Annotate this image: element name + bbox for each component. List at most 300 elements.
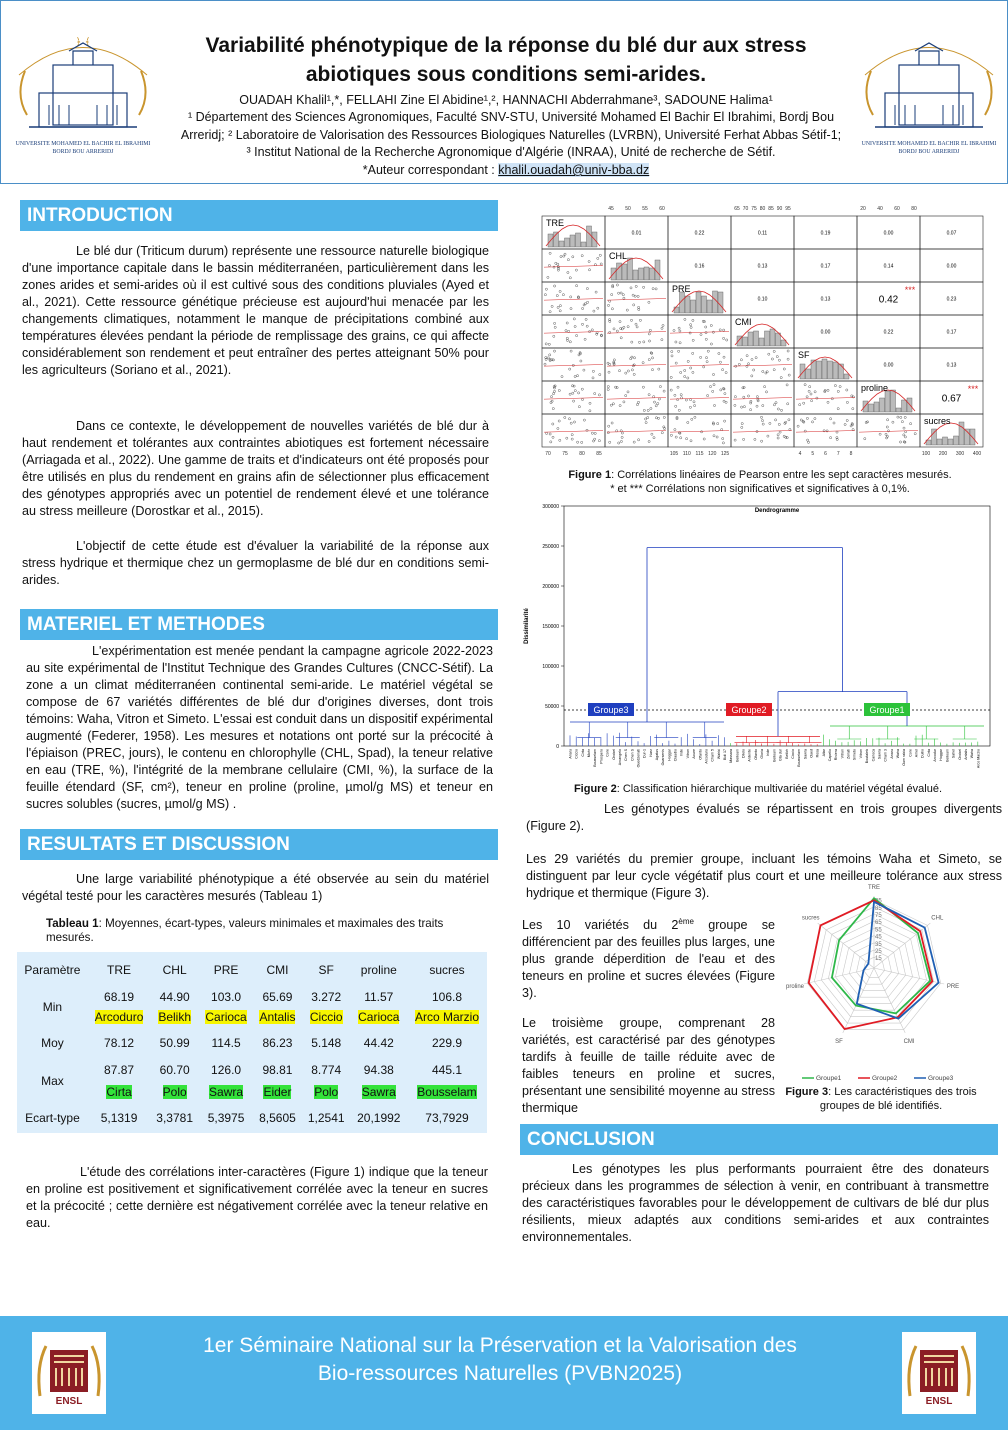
radar-tick-label: 75 [875,913,882,919]
university-logo-left [9,15,157,163]
top-tick-label: 40 [877,206,883,212]
histogram-bar [633,270,638,280]
radar-axis-label: CMI [903,1039,915,1045]
table-row-max-names [17,1081,487,1103]
correlation-value: 0.00 [883,362,894,369]
histogram-bar [685,296,690,313]
bottom-tick-label: 85 [596,451,602,457]
correlation-value: 0.22 [694,230,705,237]
table-row-min-names [17,1007,487,1027]
histogram-bar [902,400,907,412]
max-variety-name: Sawra [209,1085,244,1099]
figure-2-dendrogram [520,500,996,782]
radar-series-groupe2 [809,900,933,1029]
leaf-label: Hoggar [939,749,944,761]
top-tick-label: 60 [659,206,665,212]
variable-label: PRE [672,284,691,294]
radar-tick-label: 65 [875,920,882,927]
bottom-tick-label: 200 [938,451,948,457]
leaf-label: Bidi 17 [723,749,727,760]
leaf-label: Beliouni [945,749,950,762]
radar-axis-label: proline [785,984,805,990]
min-variety-name: Arco Marzio [414,1010,479,1024]
correlation-value: 0.67 [941,393,962,405]
radar-axis-label: sucres [801,915,820,922]
bottom-tick-label: 400 [972,451,982,457]
leaf-label: Cirta [580,749,585,757]
correlation-value: 0.42 [878,294,899,306]
bottom-tick-label: 115 [695,451,704,457]
groups-paragraph-4: Le troisième groupe, comprenant 28 variétés, est caractérisé par des génotypes tardifs à feuille de taille réduite avec de faibles teneurs en proline et sucres, présentant une sensibilité moyenne au stress thermique [522,1016,775,1115]
table-cell: 5,3975 [207,1111,245,1125]
correlation-value: 0.17 [946,329,957,336]
figure-3-radar-chart [776,880,996,1084]
leaf-label: Anaru [889,749,894,759]
bottom-tick-label: 6 [824,451,827,457]
conference-title-line-1: 1er Séminaire National sur la Préservation et la Valorisation des [203,1334,797,1357]
variable-label: CHL [609,251,628,261]
correlation-value: 0.13 [757,263,768,270]
histogram-bar [880,398,885,412]
table-1 [17,952,487,1133]
histogram-bar [570,235,575,247]
max-variety-name: Bousselam [417,1085,477,1099]
leaf-label: Simeto [852,749,857,761]
leaf-label: Anaru [568,749,573,759]
table-cell: 50.99 [159,1036,190,1050]
table-row-min [17,987,487,1007]
top-tick-label: 80 [759,206,766,212]
top-tick-label: 85 [768,206,774,212]
table-cell: 445.1 [431,1063,462,1077]
y-tick-label: 0 [556,744,559,750]
leaf-label: Ouarsenis [661,749,666,766]
affiliations [161,109,861,162]
significance-mark: *** [904,285,916,295]
section-heading-introduction: INTRODUCTION [20,200,498,231]
leaf-label: Altar [821,749,826,757]
leaf-label: Dilelo [741,749,746,758]
poster-title [161,31,851,89]
variable-label: CMI [735,317,752,327]
table-cell: 44.42 [363,1036,394,1050]
table-cell: 5,1319 [100,1111,138,1125]
table-header-cell: Paramètre [24,962,81,977]
leaf-label: Orobel [957,749,962,760]
histogram-bar [644,267,649,280]
ensl-logo-left [32,1332,106,1414]
radar-tick-label: 55 [875,927,882,934]
histogram-bar [828,361,833,379]
leaf-label: Claudio [673,749,678,762]
variable-label: TRE [546,218,564,228]
table-cell: 3,3781 [156,1111,193,1125]
histogram-bar [822,359,827,379]
bottom-tick-label: 4 [798,451,802,457]
leaf-label: Carioca [871,749,876,762]
leaf-label: Arcoduro [704,749,709,764]
title-line-1: Variabilité phénotypique de la réponse du blé dur aux stress [205,34,807,57]
leaf-label: Aoure [692,749,697,759]
table-cell: 11.57 [364,990,394,1004]
figure-2-caption: Figure 2: Classification hiérarchique multivariée du matériel végétal évalué. [573,783,943,795]
table-cell: 78.12 [104,1036,135,1050]
logo-caption-1: UNIVERSITE MOHAMED EL BACHIR EL IBRAHIMI [15,141,151,147]
figure-1-correlation-matrix [532,196,996,466]
leaf-label: Agatus [655,749,659,761]
radar-axis-label: CHL [931,915,944,922]
variable-label: proline [861,383,889,393]
bottom-tick-label: 105 [669,451,679,457]
radar-tick-label: 25 [875,949,882,955]
table-cell: 114.5 [211,1036,241,1050]
leaf-label: Beliouni [772,749,777,762]
table-cell: 1,2541 [307,1111,345,1125]
leaf-label: Iride [766,749,771,756]
logo-caption-2: BORDJ BOU ARRERIDJ [52,149,114,155]
radar-axis-label: TRE [868,885,880,891]
svg-text:﴿ ﴾: ﴿ ﴾ [75,37,91,48]
leaf-label: Waha [970,749,975,759]
histogram-bar [817,361,822,379]
table-header-cell: CHL [162,962,187,977]
max-variety-name: Cirta [106,1085,132,1099]
histogram-bar [628,258,633,280]
histogram-bar [581,242,586,247]
leaf-label: Hoggar [667,749,672,761]
table-cell: 65.69 [262,990,293,1004]
ensl-label: ENSL [925,1396,953,1407]
top-tick-label: 60 [894,206,900,212]
poster-header [0,0,1008,184]
conclusion-paragraph: Les génotypes les plus performants pourraient être des donateurs précieux dans les programmes de sélection à venir, en contribuant à transmettre des caractéristiques favorables pour le développement de cultivars de blé dur plus résilients, mieux adaptés aux conditions semi-arides et aux contraintes environnementales. [522,1162,989,1244]
leaf-label: Chen S [624,749,629,761]
histogram-bar [954,436,959,445]
table-row-max [17,1059,487,1081]
bottom-tick-label: 7 [836,451,840,457]
correlation-value: 0.19 [820,230,831,237]
row-label-max: Max [41,1074,64,1088]
histogram-bar [674,307,679,313]
leaf-label: Sawra [877,749,882,760]
table-header-cell: proline [360,962,397,977]
variable-label: SF [798,350,810,360]
max-variety-name: Polo [162,1085,187,1099]
table-cell: 8,5605 [259,1111,296,1125]
leaf-label: Ofanto [753,749,758,760]
y-axis-label: Dissimilarité [524,608,530,644]
table-header-cell: sucres [429,962,465,977]
histogram-bar [702,296,707,313]
radar-axis-label: SF [835,1039,843,1045]
table-header-cell: PRE [213,962,239,977]
top-tick-label: 70 [742,206,749,212]
corr-label: *Auteur correspondant : [362,163,499,177]
bottom-tick-label: 125 [720,451,730,457]
table-header-cell: CMI [266,962,289,977]
leaf-label: Sawra [803,749,808,760]
bottom-tick-label: 80 [579,451,585,457]
affiliation-3: ³ Institut National de la Recherche Agronomique d'Algérie (INRAA), Unité de recherche de Sétif. [246,145,776,159]
leaf-label: Massara [729,749,734,763]
groups-paragraph-3: Les 10 variétés du 2ème groupe se différencient par des feuilles plus larges, une plus grande déperdition de l'eau et des teneurs en proline et sucres élevées (Figure 3). [522,917,775,1001]
ensl-label: ENSL [55,1396,83,1407]
top-tick-label: 75 [751,206,757,212]
table-header-row [17,952,487,987]
leaf-label: Sahel [951,749,956,759]
histogram-bar [707,300,712,313]
histogram-bar [885,391,890,412]
histogram-bar [559,241,564,247]
top-tick-label: 50 [625,206,631,212]
leaf-label: Oum rabia [902,749,907,766]
histogram-bar [696,292,701,313]
leaf-label: Capello [828,749,832,762]
histogram-bar [948,439,953,445]
leaf-label: Antalis [964,749,968,760]
leaf-label: Arcangelo [617,749,622,766]
table-row-sd [17,1103,487,1133]
radar-axis-label: PRE [946,984,960,990]
radar-tick-label: 15 [875,956,882,963]
min-variety-name: Ciccio [309,1010,343,1024]
min-variety-name: Carioca [358,1010,400,1024]
group-label: Groupe3 [593,705,629,715]
histogram-bar [844,374,849,379]
histogram-bar [839,364,844,379]
intro-paragraph-3: L'objectif de cette étude est d'évaluer la variabilité de la réponse aux stress hydrique et thermique chez un germoplasme de blé dur en conditions semi-arides. [22,539,489,587]
y-tick-label: 50000 [545,704,559,710]
table-cell: 86.23 [262,1036,293,1050]
table-cell: 68.19 [104,990,135,1004]
leaf-label: Ofanto [698,749,703,760]
leaf-label: Ciccio [790,749,795,759]
row-label-moy: Moy [41,1036,64,1050]
leaf-label: Cirta [926,749,931,757]
top-tick-label: 80 [911,206,917,212]
bottom-tick-label: 100 [921,451,931,457]
leaf-label: Nasr [648,749,653,757]
leaf-label: Bousselam [593,749,598,767]
correlation-value: 0.22 [883,329,894,336]
radar-tick-label: 95 [875,898,882,905]
correlation-value: 0.07 [946,230,957,237]
ensl-logo-right [902,1332,976,1414]
leaf-label: Riviera [834,749,839,761]
corr-email-link[interactable]: khalil.ouadah@univ-bba.dz [498,163,650,177]
histogram-bar [800,364,805,379]
histogram-bar [759,338,764,346]
conference-title-line-2: Bio-ressources Naturelles (PVBN2025) [317,1362,683,1385]
leaf-label: Oued [809,749,814,758]
radar-tick-label: 35 [875,941,882,948]
leaf-label: Core [605,749,610,757]
leaf-label: Iride [679,749,684,756]
results-paragraph-2: L'étude des corrélations inter-caractères (Figure 1) indique que la teneur en proline est positivement et significativement corrélée avec la teneur en sucres et la précocité ; cette dernière est négativement corrélée avec la teneur relative en eau. [26,1165,488,1230]
table-cell: 229.9 [431,1036,462,1050]
dendrogram-title: Dendrogramme [754,508,800,514]
leaf-label: Chen S [630,749,635,761]
legend-label: Groupe2 [872,1075,898,1082]
bottom-tick-label: 110 [682,451,691,457]
correlation-value: 0.23 [946,296,957,303]
leaf-label: Wahbi [716,749,721,760]
table-cell: 98.81 [262,1063,293,1077]
top-tick-label: 90 [776,206,783,212]
leaf-label: Vitron [685,749,690,759]
leaf-label: Ardente [747,749,752,762]
radar-tick-label: 45 [875,934,882,941]
section-heading-methods: MATERIEL ET METHODES [20,609,498,640]
histogram-bar [869,404,874,412]
group-label: Groupe2 [731,705,767,715]
table-cell: 8.774 [311,1063,342,1077]
table-cell: 106.8 [431,990,462,1004]
leaf-label: Gta dur [778,749,783,761]
section-heading-results: RESULTATS ET DISCUSSION [20,829,498,860]
max-variety-name: Sawra [361,1085,396,1099]
leaf-label: Amel [914,749,919,758]
leaf-label: Vitron [858,749,863,759]
table-cell: 87.87 [104,1063,135,1077]
histogram-bar [748,332,753,346]
y-tick-label: 250000 [542,544,559,550]
row-label-min: Min [42,1000,63,1014]
top-tick-label: 65 [734,206,740,212]
row-label-sd: Ecart-type [25,1111,80,1125]
histogram-bar [770,329,775,346]
correlation-value: 0.10 [757,296,768,303]
table-cell: 3.272 [311,990,342,1004]
histogram-bar [691,300,696,313]
histogram-bar [937,439,942,445]
histogram-bar [565,238,570,247]
y-tick-label: 200000 [542,584,559,590]
correlation-value: 0.17 [820,263,831,270]
affiliation-2: Arreridj; ² Laboratoire de Valorisation des Ressources Biologiques Naturelles (LVRBN), Université Ferhat Abbas Sétif-1; [180,127,842,142]
table-header-cell: SF [318,962,334,977]
top-tick-label: 95 [785,206,791,212]
correlation-value: 0.16 [694,263,705,270]
affiliation-1: ¹ Département des Sciences Agronomiques, Faculté SNV-STU, Université Mohamed El Bachir El Ibrahimi, Bordj Bou [187,110,835,124]
histogram-bar [587,226,592,247]
legend-label: Groupe3 [928,1075,954,1082]
histogram-bar [576,233,581,247]
histogram-bar [713,291,718,313]
logo-caption-2: BORDJ BOU ARRERIDJ [898,149,960,155]
table-cell: 94.38 [363,1063,394,1077]
table-cell: 73,7929 [425,1111,469,1125]
group-label: Groupe1 [869,705,905,715]
min-variety-name: Belikh [158,1010,191,1024]
conference-title [150,1332,850,1388]
correlation-value: 0.13 [946,362,957,369]
histogram-bar [891,390,896,412]
bottom-tick-label: 70 [545,451,551,457]
leaf-label: Vitron [840,749,845,759]
leaf-label: Zenati [846,749,851,759]
bottom-tick-label: 300 [955,451,965,457]
leaf-label: Mohr [587,749,591,758]
histogram-bar [754,331,759,346]
table-cell: 126.0 [211,1063,242,1077]
logo-caption-1: UNIVERSITE MOHAMED EL BACHIR EL IBRAHIMI [861,141,997,147]
histogram-bar [650,268,655,280]
figure-3-caption: Figure 3: Les caractéristiques des trois groupes de blé identifiés. [785,1086,977,1112]
correlation-value: 0.11 [757,230,768,237]
histogram-bar [765,331,770,346]
leaf-label: Cham 5 [710,749,715,762]
variable-label: sucres [924,416,951,426]
histogram-bar [622,264,627,280]
min-variety-name: Arcoduro [94,1010,144,1024]
correlation-value: 0.01 [631,230,642,237]
y-tick-label: 300000 [542,504,559,510]
leaf-label: Arcodur [933,749,938,762]
max-variety-name: Eider [263,1085,292,1099]
intro-paragraph-1: Le blé dur (Triticum durum) représente une ressource naturelle biologique d'une importance capitale dans le bassin méditerranéen, particulièrement dans les zones arides et semi-arides où il est cultivé sous des conditions pluviales (Ayed et al., 2021). Cette ressource génétique précieuse est aujourd'hui menacée par les changements climatiques, notamment le manque de précipitations combiné aux températures élevées pendant la période de remplissage des grains, ce qui affecte considérablement son rendement et peut entraîner des pertes atteignant 50% pour les agriculteurs (Soriano et al., 2021). [22,244,489,377]
section-heading-conclusion: CONCLUSION [520,1124,998,1155]
max-variety-name: Polo [314,1085,339,1099]
top-tick-label: 20 [860,206,866,212]
bottom-tick-label: 120 [708,451,717,457]
histogram-bar [874,402,879,412]
leaf-label: Boutaleb [865,749,870,764]
corresponding-author [161,163,851,177]
results-paragraph-1: Une large variabilité phénotypique a été observée au sein du matériel végétal testé pour les caractères mesurés (Tableau 1) [22,872,489,903]
leaf-label: Orobel [611,749,616,760]
leaf-label: Waha [896,749,900,759]
bottom-tick-label: 5 [811,451,815,457]
table-cell: 103.0 [211,990,242,1004]
radar-tick-label: 85 [875,905,882,912]
title-line-2: abiotiques sous conditions semi-arides. [305,63,707,86]
poster-footer [0,1316,1008,1430]
min-variety-name: Antalis [259,1010,296,1024]
legend-label: Groupe1 [816,1075,842,1082]
correlation-value: 0.00 [946,263,957,270]
table-cell: 60.70 [159,1063,190,1077]
bottom-tick-label: 8 [849,451,853,457]
correlation-value: 0.13 [820,296,831,303]
top-tick-label: 55 [642,206,648,212]
figure-1-caption: Figure 1: Corrélations linéaires de Pearson entre les sept caractères mesurés. * et *** Corrélations non significatives et significatives à 0,1%. [568,469,952,495]
table-header-cell: TRE [107,962,132,977]
leaf-label: Rosa [815,749,820,758]
table-cell: 44.90 [159,990,190,1004]
histogram-bar [718,292,723,313]
leaf-label: Belikh [784,749,789,759]
groups-paragraph-1: Les génotypes évalués se répartissent en trois groupes divergents (Figure 2). [526,802,1002,833]
histogram-bar [896,408,901,412]
authors: OUADAH Khalil¹,*, FELLAHI Zine El Abidine¹,², HANNACHI Abderrahmane³, SADOUNE Halima¹ [239,93,773,107]
intro-paragraph-2: Dans ce contexte, le développement de nouvelles variétés de blé dur à haut rendement et tolérantes aux contraintes abiotiques est fortement nécessaire (Arriagada et al., 2022). Une gamme de traits et d'indicateurs ont été proposés pour être utilisés en plus du rendement en grains afin de sélectionner plus efficacement des génotypes appropriés avec un potentiel de rendement élevé et une tolérance au stress meilleure (Dorostkar et al., 2015). [22,419,489,518]
y-tick-label: 150000 [542,624,559,630]
leaf-label: Beliouni [735,749,740,762]
histogram-bar [806,369,811,379]
histogram-bar [943,437,948,445]
table-cell: 20,1992 [357,1111,401,1125]
table-cell: 5.148 [311,1036,342,1050]
y-tick-label: 100000 [542,664,559,670]
leaf-label: Core [908,749,913,757]
leaf-label: Dur-1 [642,749,647,758]
leaf-label: Gloria [760,749,765,759]
leaf-label: Ouedzenati [636,749,641,768]
table-caption: Tableau 1: Moyennes, écart-types, valeurs minimales et maximales des traits mesurés. [46,917,444,944]
top-tick-label: 45 [608,206,614,212]
min-variety-name: Carioca [205,1010,247,1024]
